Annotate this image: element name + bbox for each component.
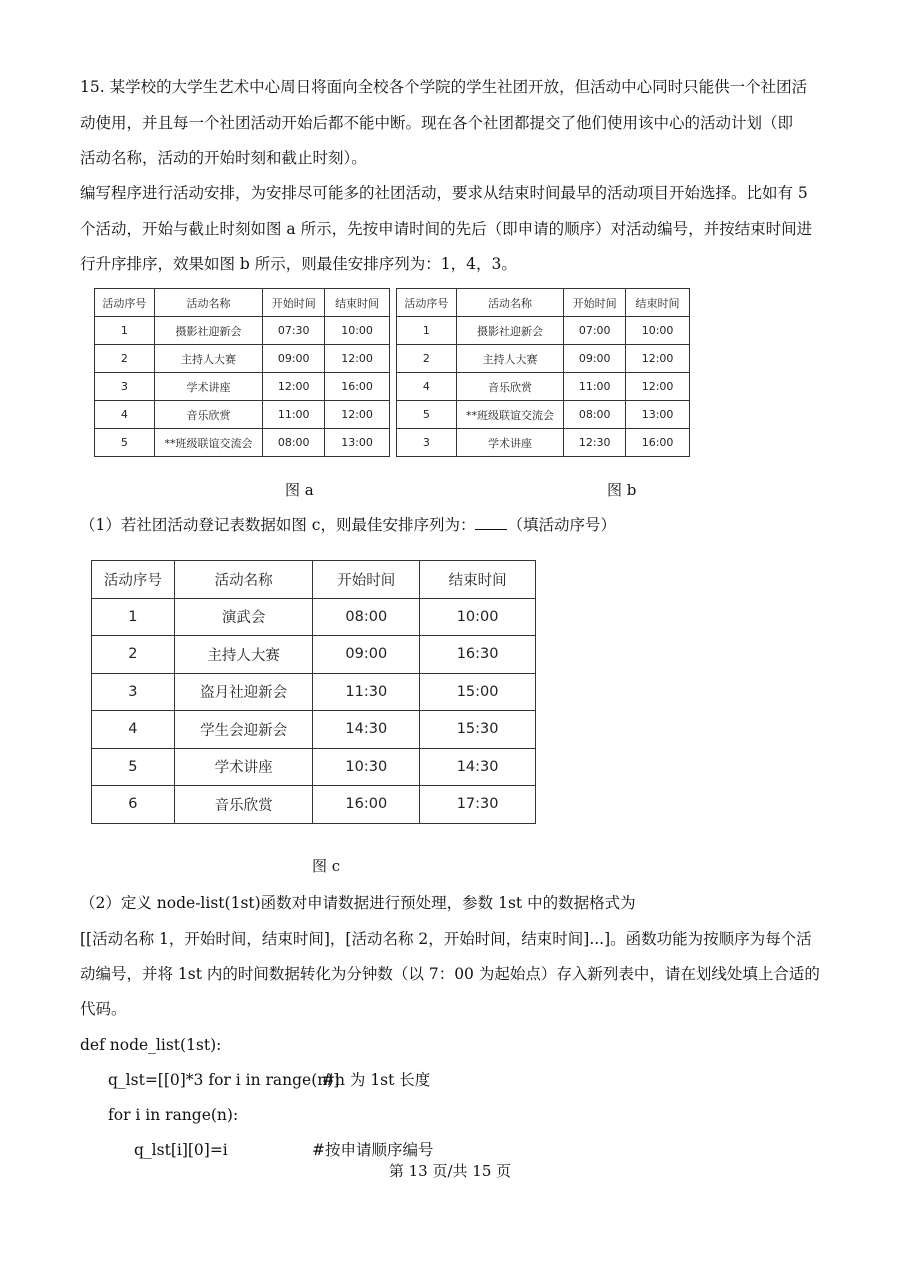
table-row <box>92 786 536 824</box>
table-cell: 08:00 <box>313 598 420 636</box>
table-cell: 3 <box>397 429 457 457</box>
header-cell: 结束时间 <box>420 561 536 599</box>
table-cell: 2 <box>397 345 457 373</box>
table-row <box>397 429 690 457</box>
figure-b-caption: 图 b <box>607 481 637 499</box>
part2-line-4: 代码。 <box>80 1000 127 1018</box>
table-row <box>95 317 390 345</box>
part2-line-2: [[活动名称 1，开始时间，结束时间]，[活动名称 2，开始时间，结束时间]...]。函数功能为按顺序为每个活 <box>80 930 812 948</box>
table-b <box>396 288 690 457</box>
table-row <box>92 748 536 786</box>
table-cell: 16:00 <box>325 373 390 401</box>
table-cell: 音乐欣赏 <box>174 786 313 824</box>
table-row <box>95 345 390 373</box>
table-cell: 6 <box>92 786 175 824</box>
answer-blank <box>475 515 507 530</box>
intro-line-4: 编写程序进行活动安排，为安排尽可能多的社团活动，要求从结束时间最早的活动项目开始选择。比如有 5 <box>80 184 808 202</box>
table-cell: 4 <box>92 711 175 749</box>
table-cell: 16:00 <box>313 786 420 824</box>
page-footer: 第 13 页/共 15 页 <box>388 1162 512 1180</box>
table-cell: 2 <box>95 345 155 373</box>
table-cell: 音乐欣赏 <box>154 401 263 429</box>
table-cell: 10:00 <box>626 317 690 345</box>
table-cell: 12:00 <box>263 373 325 401</box>
code-line-3 <box>134 1140 834 1160</box>
table-row <box>397 317 690 345</box>
table-cell: 主持人大赛 <box>154 345 263 373</box>
part1-line <box>80 515 616 535</box>
table-cell: 主持人大赛 <box>174 636 313 674</box>
table-cell: 15:00 <box>420 673 536 711</box>
table-cell: 1 <box>92 598 175 636</box>
table-cell: 3 <box>92 673 175 711</box>
table-cell: 15:30 <box>420 711 536 749</box>
header-cell: 结束时间 <box>325 289 390 317</box>
table-cell: 10:00 <box>325 317 390 345</box>
table-row <box>397 345 690 373</box>
part2-line-3: 动编号，并将 1st 内的时间数据转化为分钟数（以 7：00 为起始点）存入新列表中，请在划线处填上合适的 <box>80 965 820 983</box>
table-cell: 16:30 <box>420 636 536 674</box>
table-cell: 盗月社迎新会 <box>174 673 313 711</box>
table-cell: 12:00 <box>325 401 390 429</box>
table-cell: 摄影社迎新会 <box>456 317 564 345</box>
figure-c-caption: 图 c <box>312 857 341 875</box>
part1-suffix: （填活动序号） <box>507 516 616 534</box>
table-c <box>91 560 536 824</box>
code-comment: #n 为 1st 长度 <box>322 1071 431 1089</box>
table-row <box>92 673 536 711</box>
table-cell: 13:00 <box>325 429 390 457</box>
table-cell: 3 <box>95 373 155 401</box>
table-cell: 11:30 <box>313 673 420 711</box>
table-row <box>92 711 536 749</box>
table-cell: 音乐欣赏 <box>456 373 564 401</box>
table-row <box>397 373 690 401</box>
table-cell: 摄影社迎新会 <box>154 317 263 345</box>
table-cell: 11:00 <box>564 373 626 401</box>
table-cell: 4 <box>397 373 457 401</box>
table-cell: 5 <box>92 748 175 786</box>
table-row <box>95 401 390 429</box>
code-line-1 <box>108 1070 868 1090</box>
table-row <box>397 401 690 429</box>
table-cell: 08:00 <box>263 429 325 457</box>
table-cell: 07:00 <box>564 317 626 345</box>
header-cell: 活动名称 <box>456 289 564 317</box>
table-row <box>95 373 390 401</box>
table-cell: **班级联谊交流会 <box>154 429 263 457</box>
table-cell: 17:30 <box>420 786 536 824</box>
part1-prefix: （1）若社团活动登记表数据如图 c，则最佳安排序列为： <box>80 516 476 534</box>
table-cell: 演武会 <box>174 598 313 636</box>
part2-line-1: （2）定义 node-list(1st)函数对申请数据进行预处理，参数 1st 中的数据格式为 <box>80 894 636 912</box>
table-header-row <box>397 289 690 317</box>
table-cell: 12:00 <box>626 373 690 401</box>
code-def-line: def node_list(1st): <box>80 1036 222 1054</box>
table-cell: 10:00 <box>420 598 536 636</box>
table-cell: 学术讲座 <box>154 373 263 401</box>
intro-line-1: 15. 某学校的大学生艺术中心周日将面向全校各个学院的学生社团开放，但活动中心同时只能供一个社团活 <box>80 78 808 96</box>
table-cell: 12:30 <box>564 429 626 457</box>
intro-line-3: 活动名称，活动的开始时刻和截止时刻）。 <box>80 149 367 167</box>
table-cell: 07:30 <box>263 317 325 345</box>
table-cell: 学术讲座 <box>456 429 564 457</box>
intro-line-2: 动使用，并且每一个社团活动开始后都不能中断。现在各个社团都提交了他们使用该中心的活动计划（即 <box>80 114 794 132</box>
code-text: q_lst=[[0]*3 for i in range(n)] <box>108 1071 340 1089</box>
header-cell: 活动序号 <box>397 289 457 317</box>
table-header-row <box>92 561 536 599</box>
table-cell: 学生会迎新会 <box>174 711 313 749</box>
table-cell: 2 <box>92 636 175 674</box>
header-cell: 活动序号 <box>92 561 175 599</box>
table-row <box>92 598 536 636</box>
table-cell: 5 <box>95 429 155 457</box>
header-cell: 开始时间 <box>263 289 325 317</box>
intro-line-5: 个活动，开始与截止时刻如图 a 所示，先按申请时间的先后（即申请的顺序）对活动编号，并按结束时间进 <box>80 220 813 238</box>
table-cell: 09:00 <box>313 636 420 674</box>
table-cell: 09:00 <box>263 345 325 373</box>
table-cell: 1 <box>95 317 155 345</box>
table-a <box>94 288 390 457</box>
table-cell: 12:00 <box>626 345 690 373</box>
code-line-2: for i in range(n): <box>108 1106 239 1124</box>
table-cell: 08:00 <box>564 401 626 429</box>
table-cell: **班级联谊交流会 <box>456 401 564 429</box>
table-row <box>92 636 536 674</box>
table-cell: 13:00 <box>626 401 690 429</box>
table-header-row <box>95 289 390 317</box>
table-cell: 14:30 <box>313 711 420 749</box>
table-cell: 主持人大赛 <box>456 345 564 373</box>
table-cell: 14:30 <box>420 748 536 786</box>
table-cell: 11:00 <box>263 401 325 429</box>
header-cell: 活动序号 <box>95 289 155 317</box>
figure-a-caption: 图 a <box>285 481 314 499</box>
intro-line-6: 行升序排序，效果如图 b 所示，则最佳安排序列为：1，4，3。 <box>80 255 517 273</box>
table-row <box>95 429 390 457</box>
table-cell: 4 <box>95 401 155 429</box>
header-cell: 活动名称 <box>154 289 263 317</box>
header-cell: 结束时间 <box>626 289 690 317</box>
table-cell: 12:00 <box>325 345 390 373</box>
header-cell: 活动名称 <box>174 561 313 599</box>
code-comment: #按申请顺序编号 <box>312 1141 434 1159</box>
header-cell: 开始时间 <box>313 561 420 599</box>
table-cell: 1 <box>397 317 457 345</box>
table-cell: 10:30 <box>313 748 420 786</box>
table-cell: 学术讲座 <box>174 748 313 786</box>
table-cell: 5 <box>397 401 457 429</box>
table-cell: 16:00 <box>626 429 690 457</box>
code-text: q_lst[i][0]=i <box>134 1141 228 1159</box>
table-cell: 09:00 <box>564 345 626 373</box>
header-cell: 开始时间 <box>564 289 626 317</box>
